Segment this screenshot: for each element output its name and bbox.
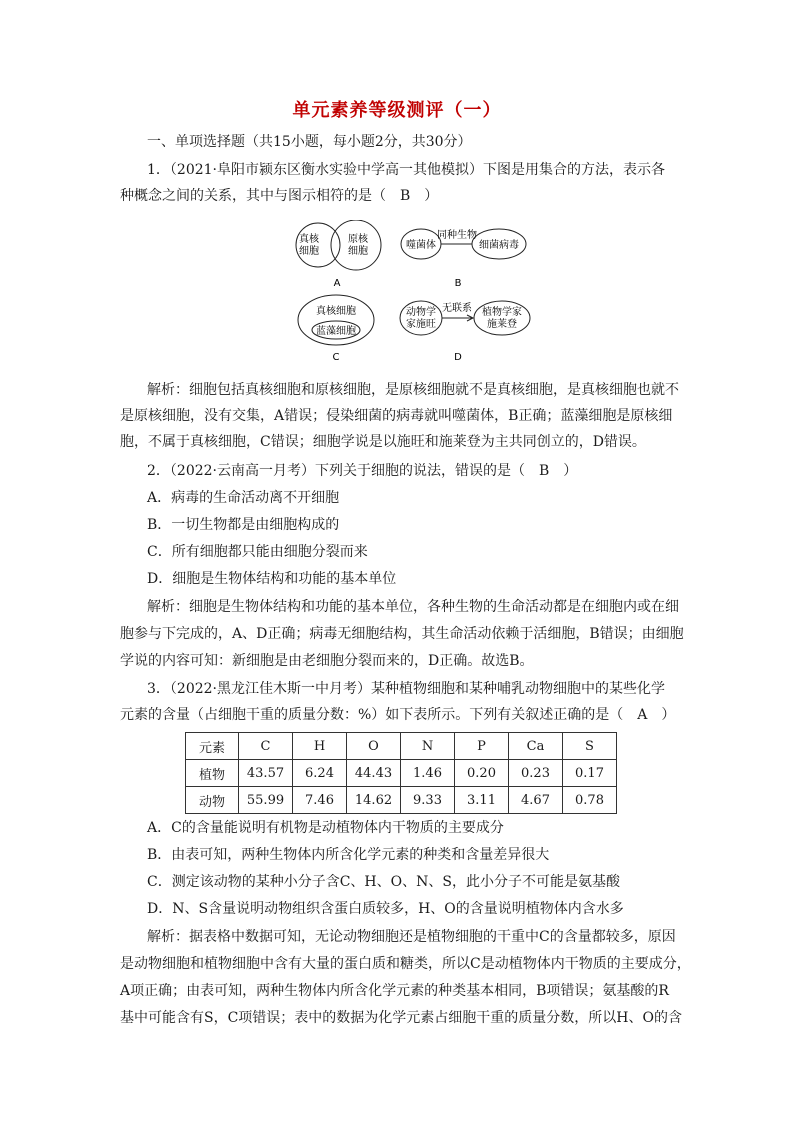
q2-option-d: D．细胞是生物体结构和功能的基本单位 <box>147 571 397 587</box>
q2-stem: 2．（2022·云南高一月考）下列关于细胞的说法，错误的是（ B ） <box>147 463 578 479</box>
element-content-table <box>185 732 617 814</box>
q3-explanation-line4: 基中可能含有S，C项错误；表中的数据为化学元素占细胞干重的质量分数，所以H、O的含 <box>120 1010 682 1026</box>
diagram-c <box>298 295 374 363</box>
table-header-row <box>186 733 617 760</box>
table-header-cell: S <box>563 733 617 760</box>
table-header-cell: P <box>455 733 509 760</box>
q1-explanation-line3: 胞，不属于真核细胞，C错误；细胞学说是以施旺和施莱登为主共同创立的，D错误。 <box>120 434 646 450</box>
table-cell: 9.33 <box>401 787 455 814</box>
diagram-d-right-text-2: 施莱登 <box>487 319 517 330</box>
diagram-b <box>401 228 526 289</box>
table-header-cell: Ca <box>509 733 563 760</box>
q1-stem-line2: 种概念之间的关系，其中与图示相符的是（ B ） <box>120 188 439 204</box>
diagram-a-right-circle <box>331 220 381 270</box>
diagram-c-inner-text: 蓝藻细胞 <box>316 326 356 337</box>
diagram-c-outer-ellipse <box>298 295 374 345</box>
page-title: 单元素养等级测评（一） <box>292 100 502 121</box>
q2-option-a: A．病毒的生命活动离不开细胞 <box>147 490 340 506</box>
table-cell: 4.67 <box>509 787 563 814</box>
table-cell: 动物 <box>186 787 239 814</box>
q2-option-b: B．一切生物都是由细胞构成的 <box>147 517 340 533</box>
table-cell: 1.46 <box>401 760 455 787</box>
table-cell: 44.43 <box>347 760 401 787</box>
table-cell: 0.23 <box>509 760 563 787</box>
diagram-d-left-text-2: 家施旺 <box>406 319 436 330</box>
table-cell: 55.99 <box>239 787 293 814</box>
q3-explanation-line2: 是动物细胞和植物细胞中含有大量的蛋白质和糖类，所以C是动植物体内干物质的主要成分， <box>120 956 691 972</box>
diagram-a-left-circle <box>296 223 340 267</box>
diagram-d-right-text-1: 植物学家 <box>482 307 522 318</box>
q1-stem-line1: 1．（2021·阜阳市颍东区衡水实验中学高一其他模拟）下图是用集合的方法，表示各 <box>147 162 665 178</box>
q3-option-d: D．N、S含量说明动物组织含蛋白质较多，H、O的含量说明植物体内含水多 <box>147 901 624 917</box>
q3-explanation-line1: 解析：据表格中数据可知，无论动物细胞还是植物细胞的干重中C的含量都较多，原因 <box>147 929 676 945</box>
table-cell: 3.11 <box>455 787 509 814</box>
diagram-b-mid-text: 同种生物 <box>437 230 477 241</box>
table-row <box>186 760 617 787</box>
table-cell: 43.57 <box>239 760 293 787</box>
table-row <box>186 787 617 814</box>
table-cell: 0.17 <box>563 760 617 787</box>
q3-option-a: A．C的含量能说明有机物是动植物体内干物质的主要成分 <box>147 820 504 836</box>
q2-explanation-line1: 解析：细胞是生物体结构和功能的基本单位，各种生物的生命活动都是在细胞内或在细 <box>147 599 679 615</box>
table-header-cell: 元素 <box>186 733 239 760</box>
q1-explanation-line2: 是原核细胞，没有交集，A错误；侵染细菌的病毒就叫噬菌体，B正确；蓝藻细胞是原核细 <box>120 408 673 424</box>
diagram-d-label: D <box>454 352 462 363</box>
section-heading: 一、单项选择题（共15小题，每小题2分，共30分） <box>147 134 472 150</box>
q2-explanation-line2: 胞参与下完成的，A、D正确；病毒无细胞结构，其生命活动依赖于活细胞，B错误；由细胞 <box>120 626 684 642</box>
diagram-a <box>296 220 381 289</box>
diagram-a-left-text-2: 细胞 <box>299 246 319 257</box>
diagram-d-mid-text: 无联系 <box>442 303 472 314</box>
table-cell: 0.78 <box>563 787 617 814</box>
table-cell: 6.24 <box>293 760 347 787</box>
diagram-a-right-text-2: 细胞 <box>348 246 368 257</box>
q3-explanation-line3: A项正确；由表可知，两种生物体内所含化学元素的种类基本相同，B项错误；氨基酸的R <box>120 983 669 999</box>
q1-explanation-line1: 解析：细胞包括真核细胞和原核细胞，是原核细胞就不是真核细胞，是真核细胞也就不 <box>147 382 679 398</box>
q3-stem-line1: 3．（2022·黑龙江佳木斯一中月考）某种植物细胞和某种哺乳动物细胞中的某些化学 <box>147 681 665 697</box>
diagram-d-left-text-1: 动物学 <box>406 307 436 318</box>
q2-option-c: C．所有细胞都只能由细胞分裂而来 <box>147 544 368 560</box>
q3-option-b: B．由表可知，两种生物体内所含化学元素的种类和含量差异很大 <box>147 847 550 863</box>
diagram-b-left-text: 噬菌体 <box>406 240 436 251</box>
diagram-a-right-text-1: 原核 <box>348 234 368 245</box>
diagram-c-outer-text: 真核细胞 <box>316 306 356 317</box>
table-cell: 0.20 <box>455 760 509 787</box>
table-cell: 14.62 <box>347 787 401 814</box>
q3-option-c: C．测定该动物的某种小分子含C、H、O、N、S，此小分子不可能是氨基酸 <box>147 874 620 890</box>
q2-explanation-line3: 学说的内容可知：新细胞是由老细胞分裂而来的，D正确。故选B。 <box>120 653 534 669</box>
table-header-cell: N <box>401 733 455 760</box>
diagram-a-left-text-1: 真核 <box>299 234 319 245</box>
table-header-cell: O <box>347 733 401 760</box>
table-header-cell: C <box>239 733 293 760</box>
table-header-cell: H <box>293 733 347 760</box>
q3-stem-line2: 元素的含量（占细胞干重的质量分数：%）如下表所示。下列有关叙述正确的是（ A ） <box>120 707 676 723</box>
diagram-c-label: C <box>332 352 340 363</box>
q1-concept-diagrams <box>290 220 540 370</box>
table-cell: 植物 <box>186 760 239 787</box>
diagram-b-right-text: 细菌病毒 <box>479 240 519 251</box>
diagram-d <box>400 301 530 363</box>
table-cell: 7.46 <box>293 787 347 814</box>
diagram-b-label: B <box>454 278 462 289</box>
diagram-a-label: A <box>333 278 341 289</box>
